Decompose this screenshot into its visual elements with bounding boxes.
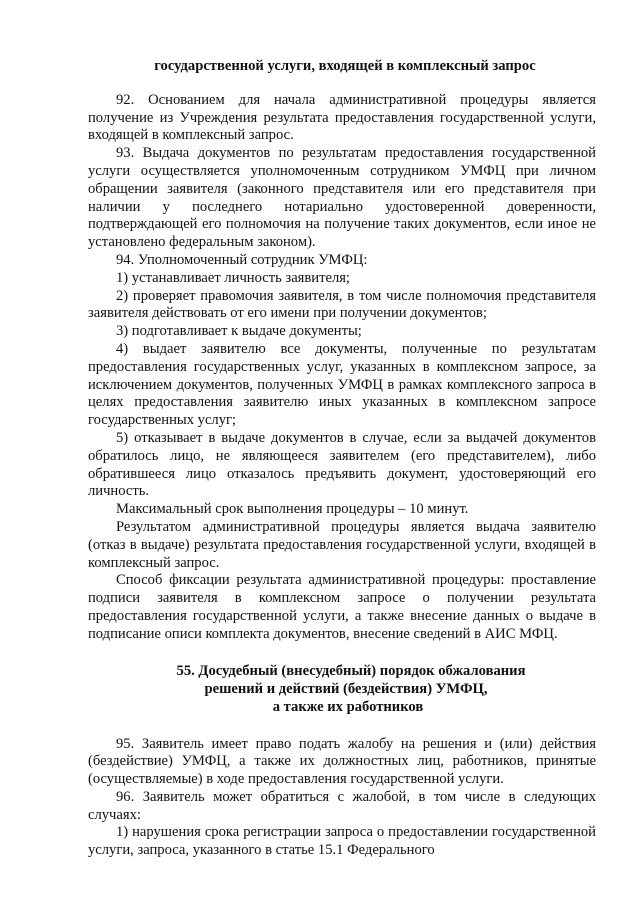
list-item-2: 2) проверяет правомочия заявителя, в том числе полномочия представителя заявителя действовать от его имени при получении документов; — [88, 287, 596, 322]
top-heading: государственной услуги, входящей в комплексный запрос — [154, 58, 536, 74]
document-page — [88, 58, 596, 860]
paragraph-93: 93. Выдача документов по результатам предоставления государственной услуги осуществляется уполномоченным сотрудником УМФЦ при личном обращении заявителя (законного представителя или его представителя при наличии у последнего нотариально удостоверенной доверенности, подтверждающей его полномочия на получение таких документов, если иное не установлено федеральным законом). — [88, 145, 596, 251]
max-time-paragraph: Максимальный срок выполнения процедуры – 10 минут. — [116, 501, 469, 518]
paragraph-94: 94. Уполномоченный сотрудник УМФЦ: — [116, 251, 368, 268]
section-heading-55 — [88, 662, 596, 716]
fixation-paragraph: Способ фиксации результата административной процедуры: проставление подписи заявителя в комплексном запросе о получении результата предоставления государственной услуги, а также внесение данных о выдаче в подписание описи комплекта документов, внесение сведений в АИС МФЦ. — [88, 572, 596, 642]
paragraph-96: 96. Заявитель может обратиться с жалобой, в том числе в следующих случаях: — [88, 788, 596, 823]
paragraph-95: 95. Заявитель имеет право подать жалобу на решения и (или) действия (бездействие) УМФЦ, а также их должностных лиц, работников, принятые (осуществляемые) в ходе предоставления государственной услуги. — [88, 735, 596, 788]
list-item-96-1: 1) нарушения срока регистрации запроса о предоставлении государственной услуги, запроса, указанного в статье 15.1 Федерального — [88, 824, 596, 859]
list-item-3: 3) подготавливает к выдаче документы; — [116, 323, 362, 340]
section-heading-line-1: 55. Досудебный (внесудебный) порядок обжалования — [176, 662, 526, 679]
section-heading-line-2: решений и действий (бездействия) УМФЦ, — [204, 680, 488, 697]
list-item-4: 4) выдает заявителю все документы, полученные по результатам предоставления государственных услуг, указанных в комплексном запросе, за исключением документов, полученных УМФЦ в рамках комплексного запроса в целях предоставления заявителю иных указанных в комплексном запросе государственных услуг; — [88, 340, 596, 429]
result-paragraph: Результатом административной процедуры является выдача заявителю (отказ в выдаче) результата предоставления государственной услуги, входящей в комплексный запрос. — [88, 518, 596, 571]
list-item-1: 1) устанавливает личность заявителя; — [116, 269, 350, 286]
paragraph-92: 92. Основанием для начала административной процедуры является получение из Учреждения результата предоставления государственной услуги, входящей в комплексный запрос. — [88, 91, 596, 144]
list-item-5: 5) отказывает в выдаче документов в случае, если за выдачей документов обратилось лицо, не являющееся заявителем (его представителем), либо обратившееся лицо отказалось предъявить документ, удостоверяющий его личность. — [88, 429, 596, 500]
section-heading-line-3: а также их работников — [272, 698, 424, 715]
